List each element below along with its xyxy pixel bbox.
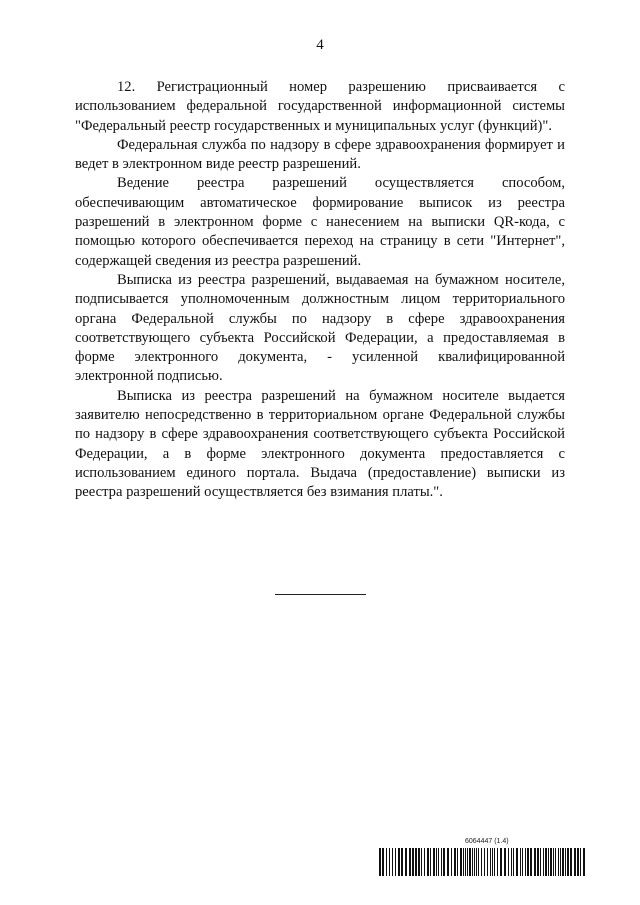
- barcode-bar: [418, 848, 420, 876]
- barcode-bar: [530, 848, 532, 876]
- barcode-bar: [469, 848, 471, 876]
- barcode-bar: [537, 848, 539, 876]
- barcode-bar: [379, 848, 381, 876]
- barcode-bar: [427, 848, 429, 876]
- barcode-bar: [447, 848, 449, 876]
- barcode-bar: [405, 848, 407, 876]
- page-number: 4: [316, 37, 324, 53]
- barcode-bar: [386, 848, 387, 876]
- barcode-bar: [525, 848, 526, 876]
- barcode-bar: [520, 848, 521, 876]
- barcode-bar: [476, 848, 477, 876]
- barcode-bar: [522, 848, 523, 876]
- paragraph-registration-number: 12. Регистрационный номер разрешению присваивается с использованием федеральной государственной информационной системы "Федеральный реестр государственных и муниципальных услуг (функций)".: [75, 79, 565, 134]
- barcode-bar: [433, 848, 435, 876]
- barcode-bar: [457, 848, 458, 876]
- paragraph-extract-issuance: Выписка из реестра разрешений на бумажном носителе выдается заявителю непосредственно в территориальном органе Федеральной службы по надзору в сфере здравоохранения соответствующего субъекта Российской Федерации, а в форме электронного документа предоставляется с использованием единого портала. Выдача (предоставление) выписки из реестра разрешений осуществляется без взимания платы.".: [75, 387, 565, 501]
- barcode-bar: [497, 848, 498, 876]
- barcode-bar: [555, 848, 556, 876]
- barcode-bar: [513, 848, 514, 876]
- barcode-bar: [415, 848, 417, 876]
- end-divider-line: [275, 594, 366, 595]
- barcode-bar: [460, 848, 462, 876]
- barcode-bar: [577, 848, 579, 876]
- barcode-bar: [516, 848, 518, 876]
- barcode-bar: [436, 848, 437, 876]
- barcode-bar: [527, 848, 529, 876]
- barcode-bar: [553, 848, 554, 876]
- barcode-bar: [392, 848, 393, 876]
- barcode-bar: [454, 848, 456, 876]
- barcode-bar: [382, 848, 384, 876]
- barcode-bar: [511, 848, 512, 876]
- barcode-bar: [490, 848, 491, 876]
- barcode-bar: [389, 848, 390, 876]
- barcode-bar: [580, 848, 581, 876]
- barcode-bar: [463, 848, 464, 876]
- barcode-bar: [567, 848, 569, 876]
- barcode-bar: [545, 848, 547, 876]
- barcode-bar: [494, 848, 495, 876]
- barcode-bar: [570, 848, 572, 876]
- barcode-icon: [379, 848, 585, 876]
- barcode-bar: [474, 848, 475, 876]
- barcode-bar: [484, 848, 485, 876]
- barcode-bar: [478, 848, 479, 876]
- barcode-bar: [548, 848, 549, 876]
- barcode-bar: [500, 848, 502, 876]
- barcode-bar: [409, 848, 411, 876]
- barcode-bar: [401, 848, 403, 876]
- paragraph-registry-maintenance: Ведение реестра разрешений осуществляется способом, обеспечивающим автоматическое формирование выписок из реестра разрешений в электронном форме с нанесением на выписки QR-кода, с помощью которого обеспечивается переход на страницу в сети "Интернет", содержащей сведения из реестра разрешений.: [75, 175, 565, 269]
- barcode-bar: [550, 848, 552, 876]
- barcode-bar: [412, 848, 414, 876]
- barcode-bar: [558, 848, 559, 876]
- paragraph-extract-signing: Выписка из реестра разрешений, выдаваемая на бумажном носителе, подписывается уполномоченным должностным лицом территориального органа Федеральной службы по надзору в сфере здравоохранения соответствующего субъекта Российской Федерации, а предоставляемая в форме электронного документа, - усиленной квалифицированной электронной подписью.: [75, 271, 565, 385]
- barcode-bar: [472, 848, 473, 876]
- barcode-bar: [540, 848, 541, 876]
- barcode-bar: [398, 848, 400, 876]
- barcode-bar: [543, 848, 544, 876]
- barcode-bar: [481, 848, 482, 876]
- barcode-bar: [438, 848, 439, 876]
- barcode-bar: [504, 848, 506, 876]
- barcode-bar: [508, 848, 509, 876]
- paragraph-registry-formation: Федеральная служба по надзору в сфере здравоохранения формирует и ведет в электронном виде реестр разрешений.: [75, 136, 565, 173]
- barcode-bar: [565, 848, 566, 876]
- barcode-bar: [574, 848, 576, 876]
- barcode-bar: [443, 848, 445, 876]
- document-body: [75, 78, 565, 503]
- barcode-bar: [395, 848, 396, 876]
- barcode-bar: [487, 848, 488, 876]
- barcode-bar: [451, 848, 452, 876]
- barcode-bar: [534, 848, 536, 876]
- barcode-bar: [492, 848, 493, 876]
- barcode-label: 6064447 (1.4): [465, 838, 509, 845]
- barcode-bar: [583, 848, 585, 876]
- barcode-bar: [424, 848, 425, 876]
- barcode-bar: [560, 848, 561, 876]
- barcode-bar: [562, 848, 564, 876]
- barcode-bar: [467, 848, 468, 876]
- barcode-bar: [441, 848, 442, 876]
- barcode-bar: [430, 848, 431, 876]
- barcode-bar: [465, 848, 466, 876]
- barcode-bar: [421, 848, 422, 876]
